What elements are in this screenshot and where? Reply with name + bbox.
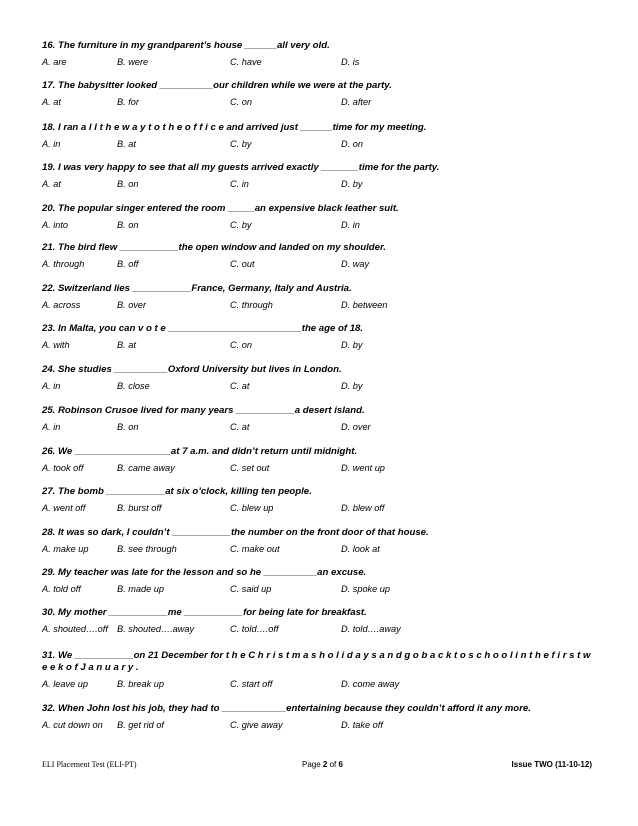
answer-options xyxy=(42,179,602,191)
option-a: A. took off xyxy=(42,463,84,473)
option-a: A. with xyxy=(42,340,70,350)
answer-options xyxy=(42,97,602,109)
question-31 xyxy=(42,650,598,691)
option-c: C. at xyxy=(230,381,250,391)
option-a: A. in xyxy=(42,381,61,391)
question-22 xyxy=(42,283,602,312)
question-30 xyxy=(42,607,602,636)
question-text: 24. She studies __________Oxford University but lives in London. xyxy=(42,364,342,375)
question-20 xyxy=(42,203,602,232)
option-c: C. blew up xyxy=(230,503,274,513)
question-19 xyxy=(42,162,602,191)
question-text: 23. In Malta, you can v o t e _________________________the age of 18. xyxy=(42,323,364,334)
option-d: D. on xyxy=(341,139,363,149)
question-text: 31. We ___________on 21 December for t h e C h r i s t m a s h o l i d a y s a n d g o b a c k t o s c h o o l i n t h e f i r s t w e e k o f J a n u a r y . xyxy=(42,650,591,673)
answer-options xyxy=(42,584,602,596)
option-b: B. for xyxy=(117,97,139,107)
option-b: B. see through xyxy=(117,544,177,554)
option-b: B. on xyxy=(117,422,139,432)
answer-options xyxy=(42,544,602,556)
option-d: D. come away xyxy=(341,679,400,689)
question-26 xyxy=(42,446,602,475)
question-text: 19. I was very happy to see that all my guests arrived exactly _______time for the party. xyxy=(42,162,440,173)
question-text: 18. I ran a l l t h e w a y t o t h e o f f i c e and arrived just ______time for my meeting. xyxy=(42,122,427,133)
option-b: B. get rid of xyxy=(117,720,164,730)
question-text: 26. We __________________at 7 a.m. and didn’t return until midnight. xyxy=(42,446,358,457)
option-c: C. on xyxy=(230,97,252,107)
option-a: A. at xyxy=(42,179,61,189)
option-b: B. on xyxy=(117,179,139,189)
question-27 xyxy=(42,486,602,515)
option-d: D. take off xyxy=(341,720,383,730)
option-c: C. start off xyxy=(230,679,273,689)
answer-options xyxy=(42,259,602,271)
option-d: D. by xyxy=(341,179,363,189)
option-d: D. over xyxy=(341,422,371,432)
question-text: 20. The popular singer entered the room _____an expensive black leather suit. xyxy=(42,203,399,214)
option-c: C. make out xyxy=(230,544,280,554)
option-a: A. in xyxy=(42,139,61,149)
question-text: 22. Switzerland lies ___________France, Germany, Italy and Austria. xyxy=(42,283,352,294)
question-17 xyxy=(42,80,602,109)
option-a: A. cut down on xyxy=(42,720,103,730)
option-a: A. through xyxy=(42,259,85,269)
option-d: D. blew off xyxy=(341,503,385,513)
option-c: C. by xyxy=(230,139,252,149)
option-b: B. on xyxy=(117,220,139,230)
footer-page-number xyxy=(302,760,343,769)
option-d: D. after xyxy=(341,97,372,107)
answer-options xyxy=(42,300,602,312)
option-a: A. shouted….off xyxy=(42,624,108,634)
question-text: 17. The babysitter looked __________our children while we were at the party. xyxy=(42,80,392,91)
option-b: B. at xyxy=(117,340,136,350)
question-text: 30. My mother ___________me ___________for being late for breakfast. xyxy=(42,607,367,618)
answer-options xyxy=(42,139,602,151)
option-a: A. are xyxy=(42,57,67,67)
question-24 xyxy=(42,364,602,393)
option-c: C. told….off xyxy=(230,624,279,634)
option-d: D. way xyxy=(341,259,370,269)
option-a: A. in xyxy=(42,422,61,432)
option-d: D. between xyxy=(341,300,388,310)
option-c: C. give away xyxy=(230,720,283,730)
question-text: 29. My teacher was late for the lesson and so he __________an excuse. xyxy=(42,567,367,578)
option-b: B. break up xyxy=(117,679,164,689)
option-d: D. told….away xyxy=(341,624,401,634)
option-b: B. were xyxy=(117,57,149,67)
option-d: D. look at xyxy=(341,544,380,554)
option-b: B. shouted….away xyxy=(117,624,195,634)
option-a: A. make up xyxy=(42,544,89,554)
question-23 xyxy=(42,323,602,352)
answer-options xyxy=(42,422,602,434)
option-b: B. over xyxy=(117,300,147,310)
option-d: D. in xyxy=(341,220,360,230)
option-a: A. leave up xyxy=(42,679,88,689)
option-b: B. burst off xyxy=(117,503,162,513)
footer-total-pages: 6 xyxy=(338,760,343,769)
answer-options xyxy=(42,381,602,393)
option-c: C. through xyxy=(230,300,273,310)
option-c: C. at xyxy=(230,422,250,432)
question-21 xyxy=(42,242,602,271)
footer-current-page: 2 xyxy=(322,760,328,769)
answer-options xyxy=(42,624,602,636)
option-a: A. into xyxy=(42,220,69,230)
answer-options xyxy=(42,679,598,691)
option-c: C. by xyxy=(230,220,252,230)
option-a: A. at xyxy=(42,97,61,107)
option-d: D. went up xyxy=(341,463,385,473)
option-d: D. is xyxy=(341,57,360,67)
option-c: C. said up xyxy=(230,584,272,594)
question-text: 16. The furniture in my grandparent’s house ______all very old. xyxy=(42,40,330,51)
answer-options xyxy=(42,720,602,732)
option-b: B. close xyxy=(117,381,150,391)
question-28 xyxy=(42,527,602,556)
question-text: 27. The bomb ___________at six o’clock, killing ten people. xyxy=(42,486,312,497)
option-b: B. at xyxy=(117,139,136,149)
option-b: B. came away xyxy=(117,463,175,473)
question-text: 21. The bird flew ___________the open window and landed on my shoulder. xyxy=(42,242,386,253)
footer-issue: Issue TWO (11-10-12) xyxy=(511,760,592,769)
option-a: A. across xyxy=(42,300,81,310)
question-18 xyxy=(42,122,602,151)
question-16 xyxy=(42,40,602,69)
question-25 xyxy=(42,405,602,434)
question-text: 32. When John lost his job, they had to ____________entertaining because they couldn’t afford it any more. xyxy=(42,703,531,714)
answer-options xyxy=(42,340,602,352)
option-b: B. off xyxy=(117,259,139,269)
footer-test-name: ELI Placement Test (ELI-PT) xyxy=(42,760,137,769)
answer-options xyxy=(42,220,602,232)
option-c: C. in xyxy=(230,179,249,189)
option-c: C. on xyxy=(230,340,252,350)
option-c: C. set out xyxy=(230,463,270,473)
answer-options xyxy=(42,503,602,515)
option-c: C. have xyxy=(230,57,262,67)
question-29 xyxy=(42,567,602,596)
page-footer xyxy=(42,760,592,772)
answer-options xyxy=(42,463,602,475)
answer-options xyxy=(42,57,602,69)
question-text: 25. Robinson Crusoe lived for many years ___________a desert island. xyxy=(42,405,365,416)
option-c: C. out xyxy=(230,259,255,269)
question-32 xyxy=(42,703,602,732)
option-b: B. made up xyxy=(117,584,164,594)
option-a: A. told off xyxy=(42,584,81,594)
question-text: 28. It was so dark, I couldn’t ___________the number on the front door of that house. xyxy=(42,527,429,538)
footer-page-prefix: Page xyxy=(302,760,323,769)
option-d: D. by xyxy=(341,381,363,391)
option-d: D. by xyxy=(341,340,363,350)
option-a: A. went off xyxy=(42,503,86,513)
option-d: D. spoke up xyxy=(341,584,391,594)
footer-page-of: of xyxy=(327,760,339,769)
